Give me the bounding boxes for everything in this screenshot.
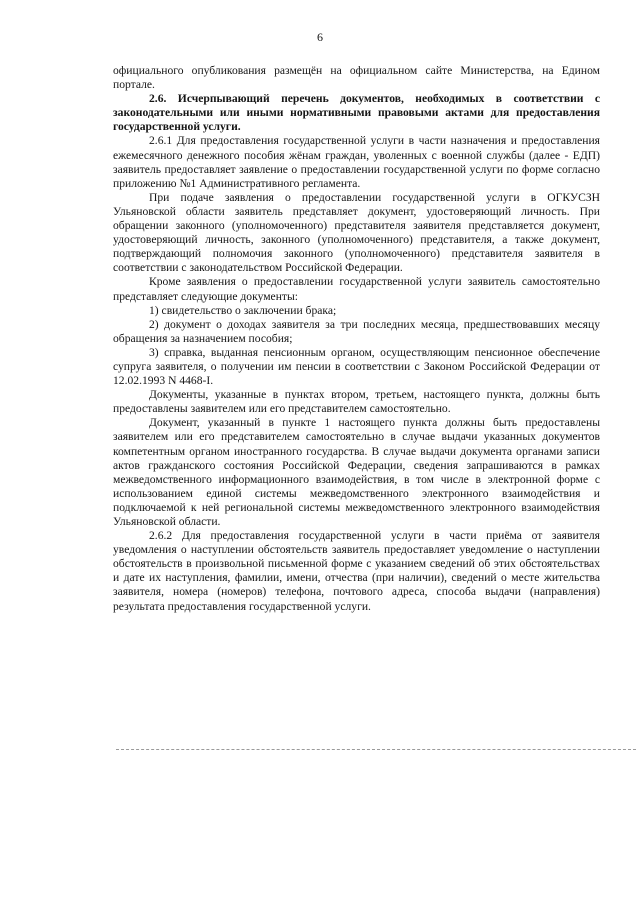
paragraph-documents-self-submitted: Документы, указанные в пунктах втором, третьем, настоящего пункта, должны быть предоставлены заявителем или его представителем самостоятельно. (113, 388, 600, 416)
paragraph-additional-documents: Кроме заявления о предоставлении государственной услуги заявитель самостоятельно представляет следующие документы: (113, 275, 600, 303)
list-item-2: 2) документ о доходах заявителя за три последних месяца, предшествовавших месяцу обращения за назначением пособия; (113, 317, 600, 345)
list-item-1: 1) свидетельство о заключении брака; (149, 303, 337, 317)
bottom-divider (116, 749, 636, 750)
paragraph-application-submission: При подаче заявления о предоставлении государственной услуги в ОГКУСЗН Ульяновской области заявитель представляет документ, удостоверяющий личность. При обращении законного (уполномоченного) представителя заявителя представляется документ, удостоверяющий личность, законного (уполномоченного) представителя, а также документ, подтверждающий полномочия законного (уполномоченного) представителя заявителя в соответствии с законодательством Российской Федерации. (113, 190, 600, 275)
section-heading-2-6: 2.6. Исчерпывающий перечень документов, необходимых в соответствии с законодательными или иными нормативными правовыми актами для предоставления государственной услуги. (113, 92, 600, 134)
page-number: 6 (317, 30, 323, 44)
paragraph-2-6-2: 2.6.2 Для предоставления государственной услуги в части приёма от заявителя уведомления о наступлении обстоятельств заявитель предоставляет уведомление о наступлении обстоятельств в произвольной письменной форме с указанием сведений об этих обстоятельствах и дате их наступления, фамилии, имени, отчества (при наличии), сведений о месте жительства заявителя, номера (номеров) телефона, почтового адреса, способа выдачи (направления) результата предоставления государственной услуги. (113, 529, 600, 613)
list-item-3: 3) справка, выданная пенсионным органом, осуществляющим пенсионное обеспечение супруга заявителя, о получении им пенсии в соответствии с Законом Российской Федерации от 12.02.1993 N 4468-I. (113, 345, 600, 388)
paragraph-interagency-request: Документ, указанный в пункте 1 настоящего пункта должны быть предоставлены заявителем или его представителем самостоятельно в случае выдачи указанных документов компетентным органом иностранного государства. В случае выдачи документа органами записи актов гражданского состояния Российской Федерации, сведения запрашиваются в рамках межведомственного информационного взаимодействия, в том числе в электронной форме с использованием единой системы межведомственного электронного взаимодействия и подключаемой к ней региональной системы межведомственного электронного взаимодействия Ульяновской области. (113, 416, 600, 528)
paragraph-2-6-1: 2.6.1 Для предоставления государственной услуги в части назначения и предоставления ежемесячного денежного пособия жёнам граждан, уволенных с военной службы (далее - ЕДП) заявитель предоставляет заявление о предоставлении государственной услуги по форме согласно приложению №1 Административного регламента. (113, 134, 600, 190)
document-body (113, 64, 600, 614)
paragraph-publication: официального опубликования размещён на официальном сайте Министерства, на Едином портале. (113, 64, 600, 92)
